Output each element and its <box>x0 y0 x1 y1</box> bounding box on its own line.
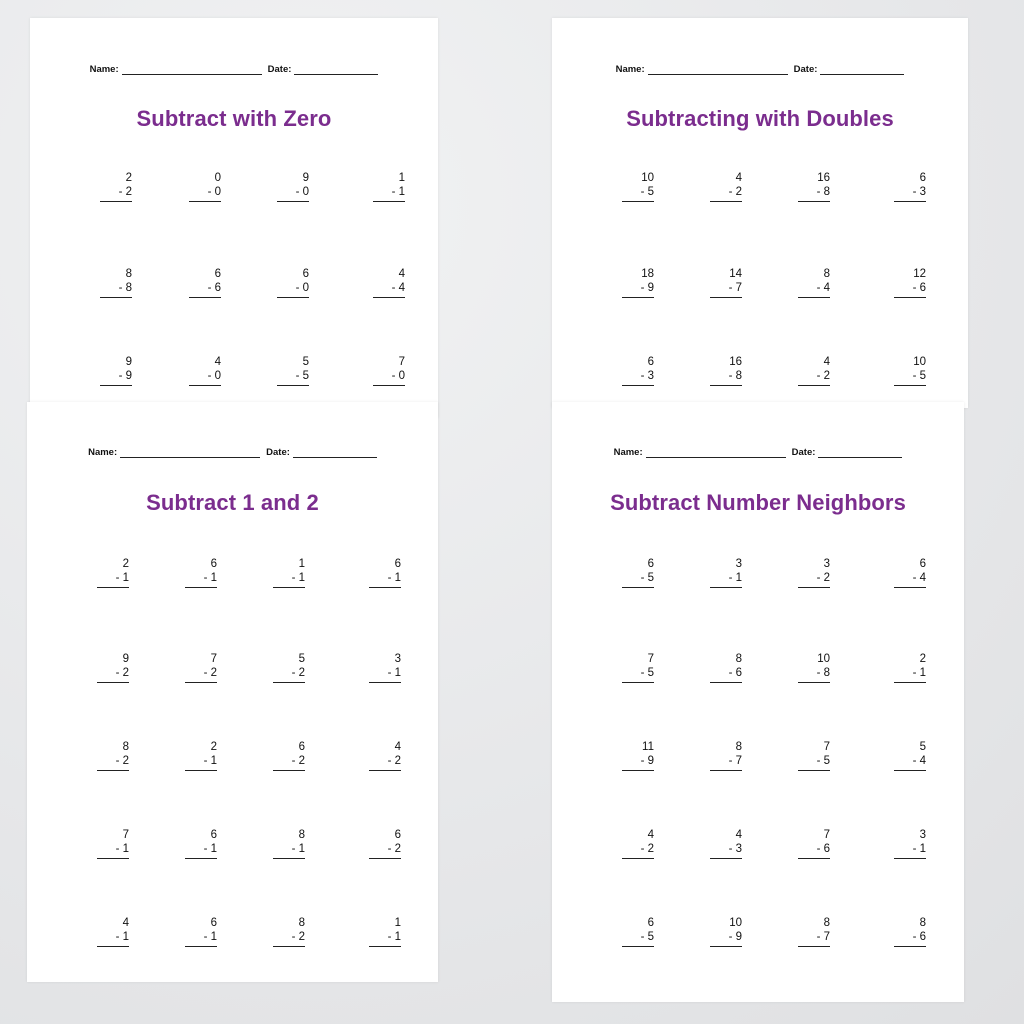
minuend: 6 <box>647 917 654 929</box>
minuend: 5 <box>302 356 309 368</box>
minuend: 6 <box>919 558 926 570</box>
name-label: Name: <box>613 447 643 458</box>
minuend: 4 <box>398 268 405 280</box>
worksheet-header <box>552 447 964 458</box>
subtraction-problem <box>97 916 129 947</box>
subtrahend: - 2 <box>369 842 401 859</box>
subtraction-problem <box>185 557 217 588</box>
worksheet-header <box>27 447 438 458</box>
minuend: 6 <box>919 172 926 184</box>
minuend: 8 <box>298 917 305 929</box>
subtrahend: - 1 <box>369 930 401 947</box>
minuend: 5 <box>298 653 305 665</box>
subtrahend: - 0 <box>277 185 309 202</box>
subtraction-problem <box>277 355 309 386</box>
subtrahend: - 4 <box>894 754 926 771</box>
subtraction-problem <box>894 828 926 859</box>
subtrahend: - 1 <box>97 571 129 588</box>
subtrahend: - 9 <box>710 930 742 947</box>
minuend: 7 <box>647 653 654 665</box>
subtrahend: - 5 <box>277 369 309 386</box>
subtraction-problem <box>798 171 830 202</box>
subtraction-problem <box>273 652 305 683</box>
minuend: 16 <box>729 356 742 368</box>
subtrahend: - 1 <box>185 571 217 588</box>
subtrahend: - 2 <box>798 571 830 588</box>
subtrahend: - 1 <box>369 666 401 683</box>
subtraction-problem <box>185 652 217 683</box>
subtraction-problem <box>100 171 132 202</box>
date-label: Date: <box>266 447 290 458</box>
subtrahend: - 1 <box>373 185 405 202</box>
subtrahend: - 1 <box>97 930 129 947</box>
minuend: 1 <box>398 172 405 184</box>
subtrahend: - 2 <box>369 754 401 771</box>
subtraction-problem <box>622 740 654 771</box>
worksheet-header <box>552 64 968 75</box>
subtrahend: - 9 <box>100 369 132 386</box>
worksheet-subtract-1-and-2 <box>27 402 438 982</box>
worksheet-title: Subtract Number Neighbors <box>610 490 906 515</box>
name-line <box>646 448 786 458</box>
subtraction-problem <box>373 267 405 298</box>
subtraction-problem <box>622 557 654 588</box>
subtraction-problem <box>373 171 405 202</box>
subtraction-problem <box>710 557 742 588</box>
subtrahend: - 5 <box>622 185 654 202</box>
subtrahend: - 1 <box>710 571 742 588</box>
subtraction-problem <box>710 355 742 386</box>
subtraction-problem <box>100 355 132 386</box>
name-label: Name: <box>89 64 119 75</box>
minuend: 3 <box>394 653 401 665</box>
subtrahend: - 5 <box>894 369 926 386</box>
worksheet-subtract-with-zero <box>30 18 438 418</box>
subtraction-problem <box>369 652 401 683</box>
subtraction-problem <box>798 740 830 771</box>
subtrahend: - 1 <box>273 842 305 859</box>
subtrahend: - 0 <box>189 369 221 386</box>
subtraction-problem <box>369 828 401 859</box>
subtraction-problem <box>273 740 305 771</box>
subtrahend: - 6 <box>710 666 742 683</box>
subtraction-problem <box>622 652 654 683</box>
subtraction-problem <box>798 652 830 683</box>
subtrahend: - 6 <box>798 842 830 859</box>
subtraction-problem <box>894 740 926 771</box>
subtrahend: - 5 <box>622 930 654 947</box>
minuend: 5 <box>919 741 926 753</box>
subtraction-problem <box>273 916 305 947</box>
worksheet-title: Subtracting with Doubles <box>626 106 894 131</box>
subtraction-problem <box>622 267 654 298</box>
minuend: 12 <box>913 268 926 280</box>
date-line <box>294 65 378 75</box>
subtraction-problem <box>369 740 401 771</box>
subtrahend: - 0 <box>373 369 405 386</box>
worksheet-subtracting-with-doubles <box>552 18 968 408</box>
name-line <box>122 65 262 75</box>
minuend: 7 <box>823 829 830 841</box>
minuend: 18 <box>641 268 654 280</box>
subtrahend: - 1 <box>273 571 305 588</box>
subtraction-problem <box>710 916 742 947</box>
subtrahend: - 2 <box>97 754 129 771</box>
subtraction-problem <box>189 171 221 202</box>
minuend: 4 <box>647 829 654 841</box>
date-line <box>820 65 904 75</box>
minuend: 6 <box>210 917 217 929</box>
minuend: 6 <box>210 829 217 841</box>
subtraction-problem <box>894 557 926 588</box>
minuend: 1 <box>298 558 305 570</box>
subtraction-problem <box>622 355 654 386</box>
minuend: 8 <box>298 829 305 841</box>
worksheet-header <box>30 64 438 75</box>
minuend: 4 <box>122 917 129 929</box>
subtrahend: - 4 <box>894 571 926 588</box>
subtraction-problem <box>97 652 129 683</box>
minuend: 4 <box>394 741 401 753</box>
subtraction-problem <box>373 355 405 386</box>
minuend: 8 <box>735 741 742 753</box>
subtrahend: - 2 <box>273 666 305 683</box>
subtrahend: - 4 <box>373 281 405 298</box>
minuend: 2 <box>210 741 217 753</box>
subtraction-problem <box>189 267 221 298</box>
subtrahend: - 7 <box>710 281 742 298</box>
minuend: 6 <box>298 741 305 753</box>
subtrahend: - 9 <box>622 754 654 771</box>
subtrahend: - 1 <box>894 666 926 683</box>
minuend: 8 <box>823 268 830 280</box>
minuend: 4 <box>214 356 221 368</box>
date-label: Date: <box>791 447 816 458</box>
subtrahend: - 3 <box>710 842 742 859</box>
subtrahend: - 2 <box>273 930 305 947</box>
subtraction-problem <box>798 828 830 859</box>
minuend: 16 <box>817 172 830 184</box>
subtraction-problem <box>710 652 742 683</box>
subtrahend: - 7 <box>710 754 742 771</box>
subtrahend: - 1 <box>185 842 217 859</box>
subtrahend: - 2 <box>185 666 217 683</box>
minuend: 10 <box>729 917 742 929</box>
subtraction-problem <box>185 916 217 947</box>
subtraction-problem <box>798 916 830 947</box>
minuend: 8 <box>125 268 132 280</box>
name-line <box>120 448 260 458</box>
minuend: 6 <box>210 558 217 570</box>
subtrahend: - 6 <box>894 930 926 947</box>
subtrahend: - 8 <box>100 281 132 298</box>
subtrahend: - 0 <box>277 281 309 298</box>
minuend: 14 <box>729 268 742 280</box>
minuend: 10 <box>641 172 654 184</box>
subtraction-problem <box>97 740 129 771</box>
minuend: 7 <box>210 653 217 665</box>
subtraction-problem <box>622 916 654 947</box>
subtrahend: - 2 <box>273 754 305 771</box>
subtraction-problem <box>277 171 309 202</box>
subtrahend: - 9 <box>622 281 654 298</box>
name-label: Name: <box>615 64 645 75</box>
subtrahend: - 1 <box>894 842 926 859</box>
subtraction-problem <box>894 355 926 386</box>
name-line <box>648 65 788 75</box>
subtraction-problem <box>369 557 401 588</box>
subtraction-problem <box>710 171 742 202</box>
subtraction-problem <box>185 828 217 859</box>
subtraction-problem <box>273 828 305 859</box>
date-label: Date: <box>793 64 818 75</box>
minuend: 6 <box>394 829 401 841</box>
subtraction-problem <box>189 355 221 386</box>
subtrahend: - 6 <box>189 281 221 298</box>
subtraction-problem <box>710 267 742 298</box>
subtrahend: - 1 <box>369 571 401 588</box>
minuend: 6 <box>214 268 221 280</box>
subtraction-problem <box>185 740 217 771</box>
subtrahend: - 2 <box>97 666 129 683</box>
minuend: 8 <box>919 917 926 929</box>
minuend: 8 <box>823 917 830 929</box>
subtraction-problem <box>894 652 926 683</box>
subtraction-problem <box>97 828 129 859</box>
subtrahend: - 7 <box>798 930 830 947</box>
worksheet-title: Subtract 1 and 2 <box>146 490 319 515</box>
subtraction-problem <box>798 557 830 588</box>
subtraction-problem <box>369 916 401 947</box>
minuend: 10 <box>817 653 830 665</box>
subtrahend: - 3 <box>894 185 926 202</box>
minuend: 9 <box>125 356 132 368</box>
minuend: 4 <box>735 829 742 841</box>
subtrahend: - 8 <box>710 369 742 386</box>
subtraction-problem <box>894 916 926 947</box>
subtrahend: - 5 <box>622 666 654 683</box>
worksheet-title: Subtract with Zero <box>136 106 332 131</box>
minuend: 9 <box>302 172 309 184</box>
subtrahend: - 2 <box>710 185 742 202</box>
subtraction-problem <box>622 171 654 202</box>
subtrahend: - 6 <box>894 281 926 298</box>
subtrahend: - 0 <box>189 185 221 202</box>
minuend: 7 <box>823 741 830 753</box>
subtrahend: - 8 <box>798 666 830 683</box>
subtrahend: - 1 <box>185 754 217 771</box>
subtrahend: - 1 <box>97 842 129 859</box>
minuend: 6 <box>394 558 401 570</box>
subtrahend: - 3 <box>622 369 654 386</box>
minuend: 8 <box>122 741 129 753</box>
minuend: 3 <box>823 558 830 570</box>
minuend: 7 <box>398 356 405 368</box>
subtrahend: - 1 <box>185 930 217 947</box>
minuend: 11 <box>642 741 654 753</box>
date-line <box>293 448 377 458</box>
date-label: Date: <box>267 64 292 75</box>
minuend: 8 <box>735 653 742 665</box>
minuend: 2 <box>919 653 926 665</box>
subtrahend: - 5 <box>622 571 654 588</box>
minuend: 10 <box>913 356 926 368</box>
minuend: 6 <box>647 558 654 570</box>
minuend: 4 <box>823 356 830 368</box>
subtraction-problem <box>710 740 742 771</box>
subtraction-problem <box>97 557 129 588</box>
minuend: 1 <box>394 917 401 929</box>
subtraction-problem <box>894 171 926 202</box>
subtrahend: - 2 <box>100 185 132 202</box>
minuend: 0 <box>214 172 221 184</box>
subtraction-problem <box>273 557 305 588</box>
minuend: 7 <box>122 829 129 841</box>
subtraction-problem <box>798 267 830 298</box>
minuend: 3 <box>919 829 926 841</box>
subtrahend: - 2 <box>798 369 830 386</box>
subtrahend: - 5 <box>798 754 830 771</box>
subtrahend: - 4 <box>798 281 830 298</box>
minuend: 9 <box>122 653 129 665</box>
minuend: 6 <box>302 268 309 280</box>
subtraction-problem <box>100 267 132 298</box>
minuend: 3 <box>735 558 742 570</box>
date-line <box>818 448 902 458</box>
subtraction-problem <box>277 267 309 298</box>
worksheet-subtract-number-neighbors <box>552 402 964 1002</box>
minuend: 4 <box>735 172 742 184</box>
minuend: 6 <box>647 356 654 368</box>
subtraction-problem <box>798 355 830 386</box>
subtrahend: - 2 <box>622 842 654 859</box>
subtraction-problem <box>710 828 742 859</box>
name-label: Name: <box>88 447 118 458</box>
minuend: 2 <box>122 558 129 570</box>
subtrahend: - 8 <box>798 185 830 202</box>
minuend: 2 <box>125 172 132 184</box>
subtraction-problem <box>622 828 654 859</box>
subtraction-problem <box>894 267 926 298</box>
